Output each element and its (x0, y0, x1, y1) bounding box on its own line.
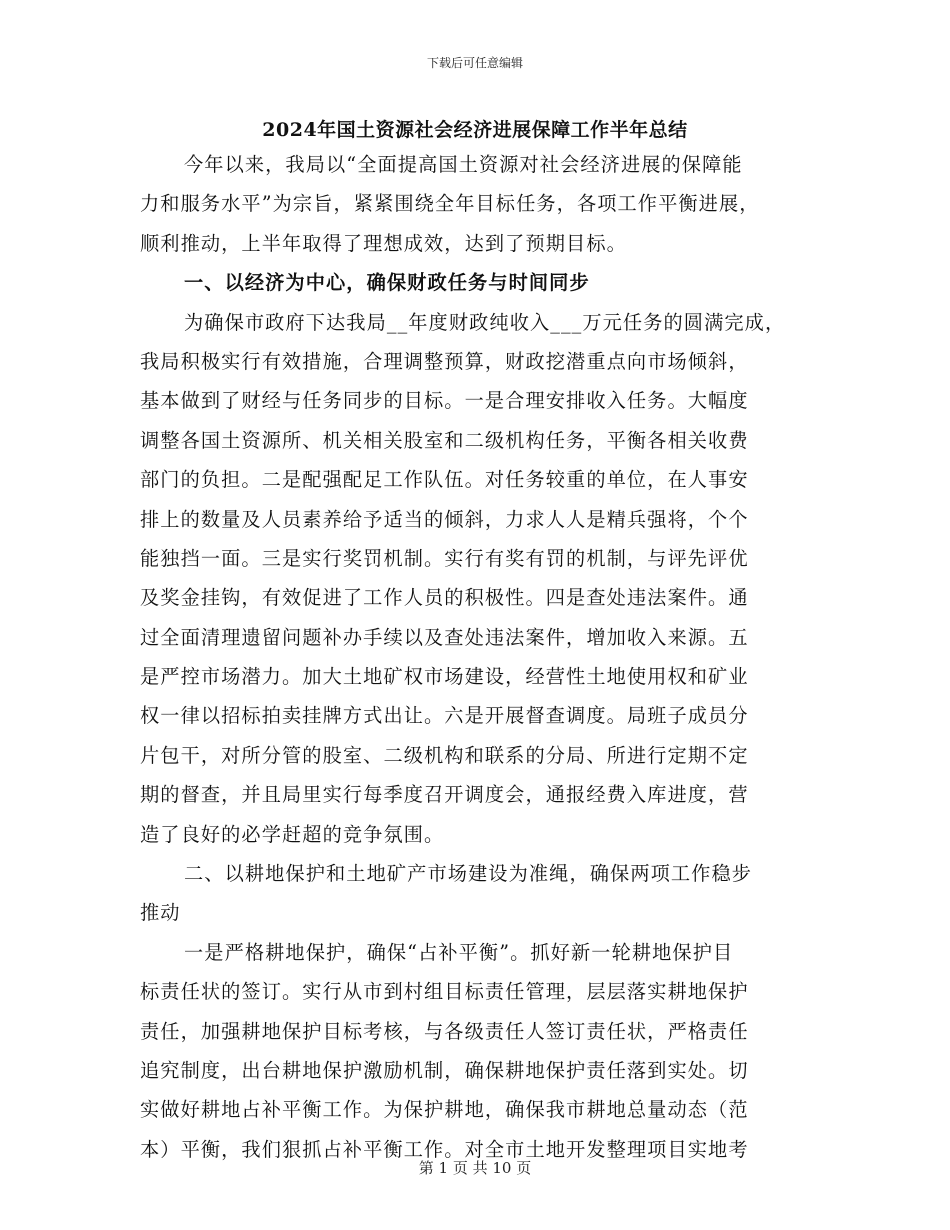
paragraph-line: 权一律以招标拍卖挂牌方式出让。六是开展督查调度。局班子成员分 (140, 704, 749, 728)
paragraph-line: 推动 (140, 901, 181, 925)
paragraph-line: 片包干，对所分管的股室、二级机构和联系的分局、所进行定期不定 (140, 743, 749, 767)
paragraph-line: 今年以来，我局以“全面提高国土资源对社会经济进展的保障能 (184, 153, 743, 176)
document-body (140, 145, 830, 1169)
paragraph-line: 责任，加强耕地保护目标考核，与各级责任人签订责任状，严格责任 (140, 1019, 749, 1043)
paragraph-line: 追究制度，出台耕地保护激励机制，确保耕地保护责任落到实处。切 (140, 1058, 749, 1082)
paragraph-line: 过全面清理遗留问题补办手续以及查处违法案件，增加收入来源。五 (140, 625, 749, 649)
page-footer: 第 1 页 共 10 页 (418, 1159, 532, 1177)
paragraph-line: 我局积极实行有效措施，合理调整预算，财政挖潜重点向市场倾斜， (140, 349, 749, 373)
paragraph-line: 部门的负担。二是配强配足工作队伍。对任务较重的单位，在人事安 (140, 468, 749, 492)
paragraph-line: 能独挡一面。三是实行奖罚机制。实行有奖有罚的机制，与评先评优 (140, 546, 749, 570)
paragraph-line: 是严控市场潜力。加大土地矿权市场建设，经营性土地使用权和矿业 (140, 665, 749, 689)
document-title: 2024年国土资源社会经济进展保障工作半年总结 (262, 119, 688, 141)
paragraph-line: 本）平衡，我们狠抓占补平衡工作。对全市土地开发整理项目实地考 (140, 1137, 749, 1161)
paragraph-line: 造了良好的必学赶超的竞争氛围。 (140, 822, 445, 846)
paragraph-line: 排上的数量及人员素养给予适当的倾斜，力求人人是精兵强将，个个 (140, 507, 749, 531)
section-heading-line: 一、以经济为中心，确保财政任务与时间同步 (184, 271, 590, 295)
paragraph-line: 为确保市政府下达我局__年度财政纯收入___万元任务的圆满完成， (184, 310, 786, 334)
paragraph-line: 及奖金挂钩，有效促进了工作人员的积极性。四是查处违法案件。通 (140, 586, 749, 610)
paragraph-line: 一是严格耕地保护，确保“占补平衡”。抓好新一轮耕地保护目 (184, 940, 734, 964)
paragraph-line: 实做好耕地占补平衡工作。为保护耕地，确保我市耕地总量动态（范 (140, 1098, 749, 1122)
paragraph-line: 标责任状的签订。实行从市到村组目标责任管理，层层落实耕地保护 (140, 980, 749, 1004)
paragraph-line: 基本做到了财经与任务同步的目标。一是合理安排收入任务。大幅度 (140, 389, 749, 413)
paragraph-line: 力和服务水平”为宗旨，紧紧围绕全年目标任务，各项工作平衡进展， (140, 192, 760, 216)
paragraph-line: 二、以耕地保护和土地矿产市场建设为准绳，确保两项工作稳步 (184, 862, 753, 886)
header-note: 下载后可任意编辑 (426, 56, 523, 70)
paragraph-line: 顺利推动，上半年取得了理想成效，达到了预期目标。 (140, 231, 627, 255)
paragraph-line: 期的督查，并且局里实行每季度召开调度会，通报经费入库进度，营 (140, 783, 749, 807)
paragraph-line: 调整各国土资源所、机关相关股室和二级机构任务，平衡各相关收费 (140, 428, 749, 452)
